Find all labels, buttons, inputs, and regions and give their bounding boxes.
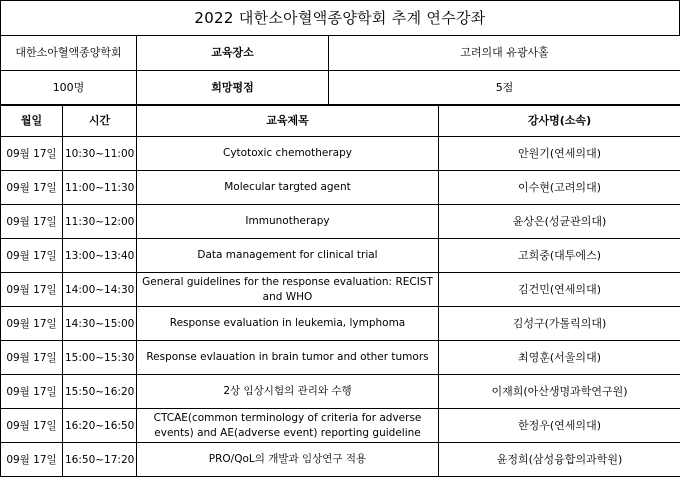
row-topic: Molecular targted agent xyxy=(137,171,439,205)
header-lecturer: 강사명(소속) xyxy=(439,105,680,137)
row-time: 14:00~14:30 xyxy=(63,273,137,307)
venue-value: 고려의대 유광사홀 xyxy=(329,36,680,71)
row-date: 09월 17일 xyxy=(1,273,63,307)
row-lecturer: 김성구(가톨릭의대) xyxy=(439,307,680,341)
schedule-header-row xyxy=(1,105,680,137)
row-time: 14:30~15:00 xyxy=(63,307,137,341)
table-row xyxy=(1,239,680,273)
row-date: 09월 17일 xyxy=(1,239,63,273)
header-time: 시간 xyxy=(63,105,137,137)
rating-value: 5점 xyxy=(329,71,680,106)
row-lecturer: 이수현(고려의대) xyxy=(439,171,680,205)
venue-label: 교육장소 xyxy=(137,36,329,71)
info-row-rating xyxy=(1,71,680,106)
row-lecturer: 한정우(연세의대) xyxy=(439,409,680,443)
row-lecturer: 김건민(연세의대) xyxy=(439,273,680,307)
row-time: 16:50~17:20 xyxy=(63,443,137,477)
row-topic: General guidelines for the response evaluation: RECIST and WHO xyxy=(137,273,439,307)
row-lecturer: 윤정희(삼성융합의과학원) xyxy=(439,443,680,477)
row-lecturer: 윤상은(성균관의대) xyxy=(439,205,680,239)
row-lecturer: 안원기(연세의대) xyxy=(439,137,680,171)
capacity-value: 100명 xyxy=(1,71,137,106)
rating-label: 희망평점 xyxy=(137,71,329,106)
row-time: 11:30~12:00 xyxy=(63,205,137,239)
row-lecturer: 이재희(아산생명과학연구원) xyxy=(439,375,680,409)
row-date: 09월 17일 xyxy=(1,443,63,477)
row-date: 09월 17일 xyxy=(1,341,63,375)
table-row xyxy=(1,307,680,341)
row-topic: Cytotoxic chemotherapy xyxy=(137,137,439,171)
schedule-table xyxy=(0,104,680,477)
table-row xyxy=(1,171,680,205)
organizer-value: 대한소아혈액종양학회 xyxy=(1,36,137,71)
row-topic: Response evlauation in brain tumor and other tumors xyxy=(137,341,439,375)
header-topic: 교육제목 xyxy=(137,105,439,137)
row-time: 16:20~16:50 xyxy=(63,409,137,443)
row-date: 09월 17일 xyxy=(1,409,63,443)
info-row-venue xyxy=(1,36,680,71)
table-row xyxy=(1,205,680,239)
row-topic: Response evaluation in leukemia, lymphoma xyxy=(137,307,439,341)
row-date: 09월 17일 xyxy=(1,205,63,239)
table-row xyxy=(1,341,680,375)
row-time: 15:00~15:30 xyxy=(63,341,137,375)
row-time: 10:30~11:00 xyxy=(63,137,137,171)
row-time: 13:00~13:40 xyxy=(63,239,137,273)
row-lecturer: 고희중(대투에스) xyxy=(439,239,680,273)
row-date: 09월 17일 xyxy=(1,375,63,409)
row-date: 09월 17일 xyxy=(1,171,63,205)
row-topic: 2상 임상시험의 관리와 수행 xyxy=(137,375,439,409)
title-table xyxy=(0,0,680,36)
header-date: 월일 xyxy=(1,105,63,137)
row-topic: PRO/QoL의 개발과 임상연구 적용 xyxy=(137,443,439,477)
row-lecturer: 최영훈(서울의대) xyxy=(439,341,680,375)
row-time: 11:00~11:30 xyxy=(63,171,137,205)
info-table xyxy=(0,35,680,106)
row-time: 15:50~16:20 xyxy=(63,375,137,409)
table-row xyxy=(1,137,680,171)
row-topic: Data management for clinical trial xyxy=(137,239,439,273)
row-topic: Immunotherapy xyxy=(137,205,439,239)
row-date: 09월 17일 xyxy=(1,137,63,171)
row-topic: CTCAE(common terminology of criteria for adverse events) and AE(adverse event) reporting guideline xyxy=(137,409,439,443)
table-row xyxy=(1,443,680,477)
row-date: 09월 17일 xyxy=(1,307,63,341)
table-row xyxy=(1,273,680,307)
table-row xyxy=(1,409,680,443)
table-row xyxy=(1,375,680,409)
page-title: 2022 대한소아혈액종양학회 추계 연수강좌 xyxy=(1,1,680,36)
